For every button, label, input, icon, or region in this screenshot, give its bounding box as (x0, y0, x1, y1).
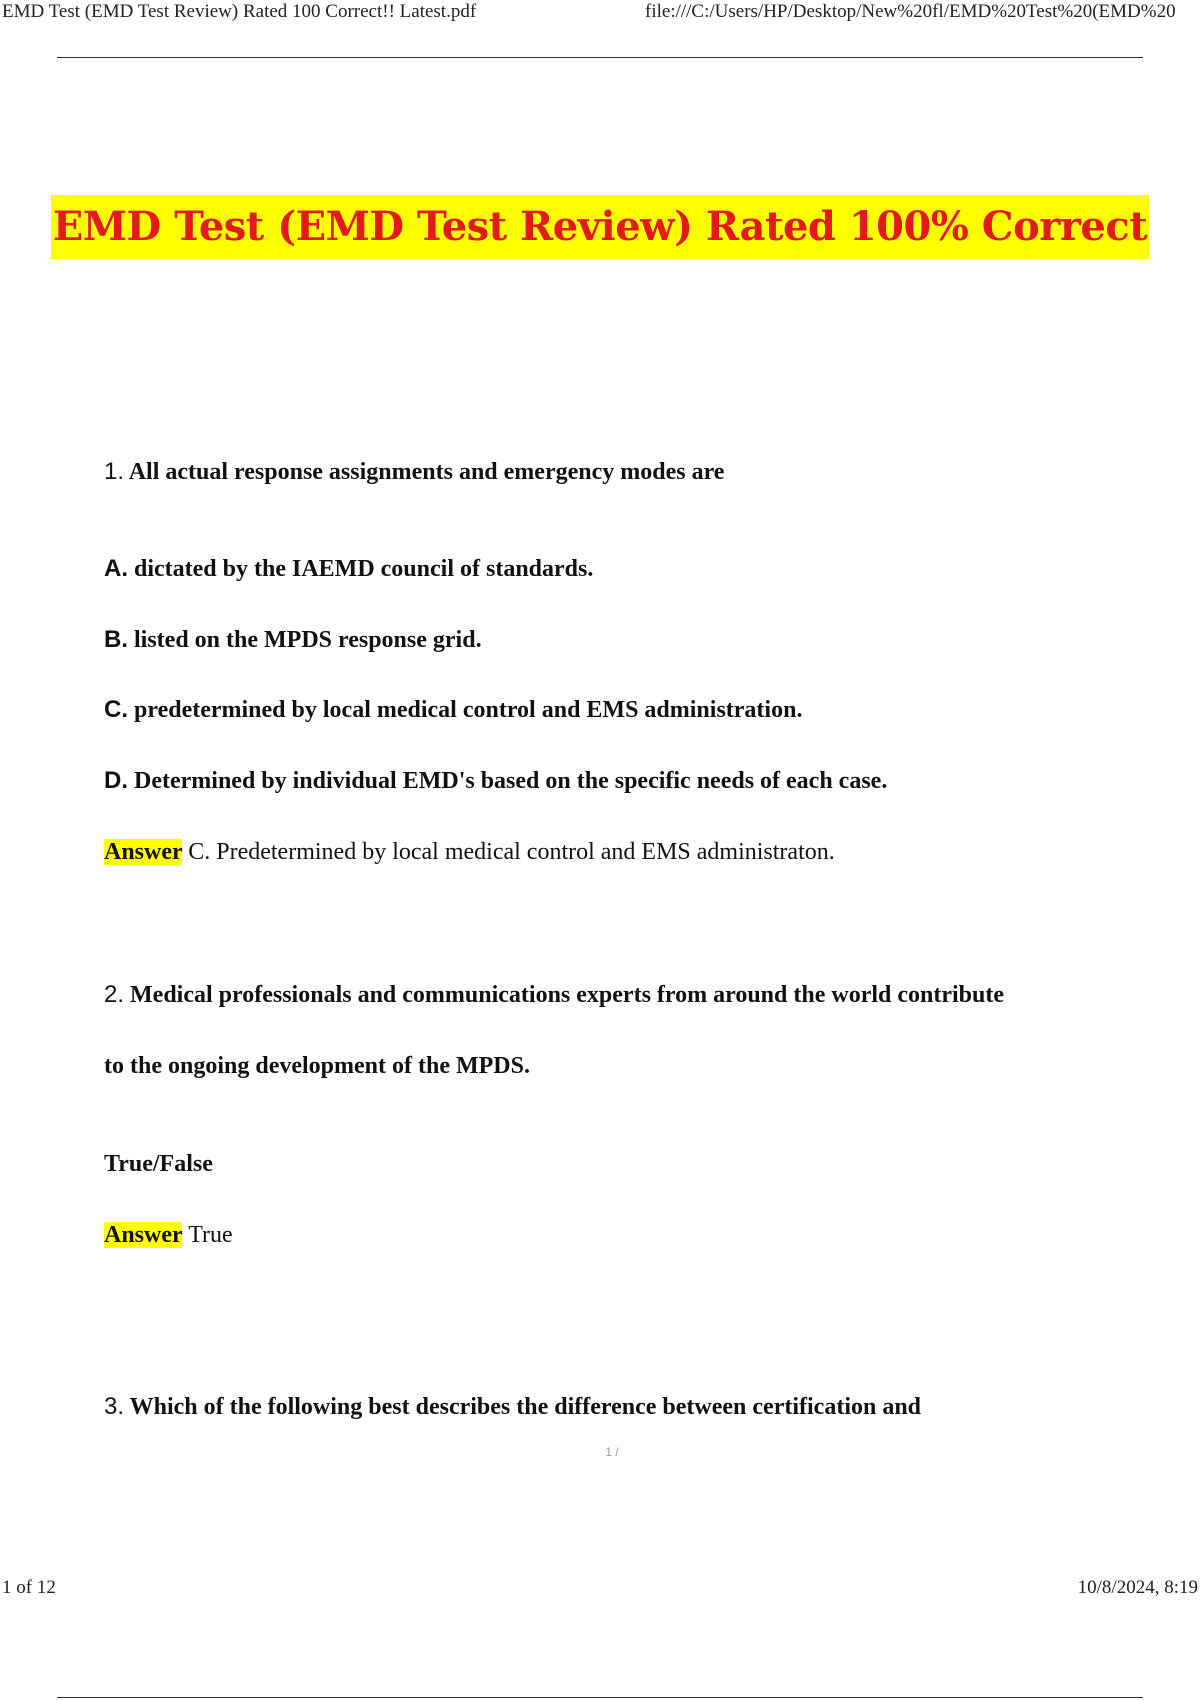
print-header-document-title: EMD Test (EMD Test Review) Rated 100 Correct!! Latest.pdf (2, 1, 477, 22)
print-header (0, 0, 1200, 30)
question-number: 1. (104, 458, 125, 485)
option-letter: D. (104, 767, 128, 794)
question-text: All actual response assignments and emergency modes are (128, 459, 725, 485)
title-container (0, 195, 1200, 259)
header-divider (57, 57, 1143, 58)
option-letter: C. (104, 696, 128, 723)
option-letter: B. (104, 626, 128, 653)
question-1-answer (104, 836, 835, 868)
question-1-option-b (104, 624, 482, 656)
question-type-label: True/False (104, 1151, 213, 1177)
option-text: Determined by individual EMD's based on the specific needs of each case. (134, 768, 888, 794)
page-mark: 1 / (605, 1445, 619, 1459)
question-2-continued (104, 1050, 530, 1082)
question-text-continued: to the ongoing development of the MPDS. (104, 1053, 530, 1079)
question-text: Medical professionals and communications experts from around the world contribute (130, 982, 1005, 1008)
option-text: dictated by the IAEMD council of standards. (134, 556, 594, 582)
question-2 (104, 979, 1004, 1011)
document-title: EMD Test (EMD Test Review) Rated 100% Correct (51, 195, 1149, 259)
question-text: Which of the following best describes the difference between certification and (129, 1394, 922, 1420)
option-text: predetermined by local medical control and EMS administration. (134, 697, 803, 723)
option-letter: A. (104, 555, 128, 582)
question-3 (104, 1391, 921, 1423)
question-2-answer (104, 1219, 233, 1251)
footer-datetime: 10/8/2024, 8:19 (1077, 1577, 1198, 1598)
question-number: 3. (104, 1393, 125, 1420)
question-1-option-c (104, 694, 802, 726)
question-1-option-a (104, 553, 593, 585)
answer-text: True (188, 1222, 233, 1248)
answer-text: C. Predetermined by local medical control and EMS administraton. (188, 839, 835, 865)
option-text: listed on the MPDS response grid. (134, 627, 482, 653)
answer-label: Answer (104, 839, 183, 865)
question-1-option-d (104, 765, 887, 797)
footer-divider (57, 1697, 1143, 1698)
question-2-type (104, 1148, 213, 1180)
footer-page-count: 1 of 12 (2, 1577, 56, 1598)
answer-label: Answer (104, 1222, 183, 1248)
print-header-file-path: file:///C:/Users/HP/Desktop/New%20fl/EMD%20Test%20(EMD%20 (645, 1, 1176, 22)
question-1 (104, 456, 724, 488)
question-number: 2. (104, 981, 125, 1008)
